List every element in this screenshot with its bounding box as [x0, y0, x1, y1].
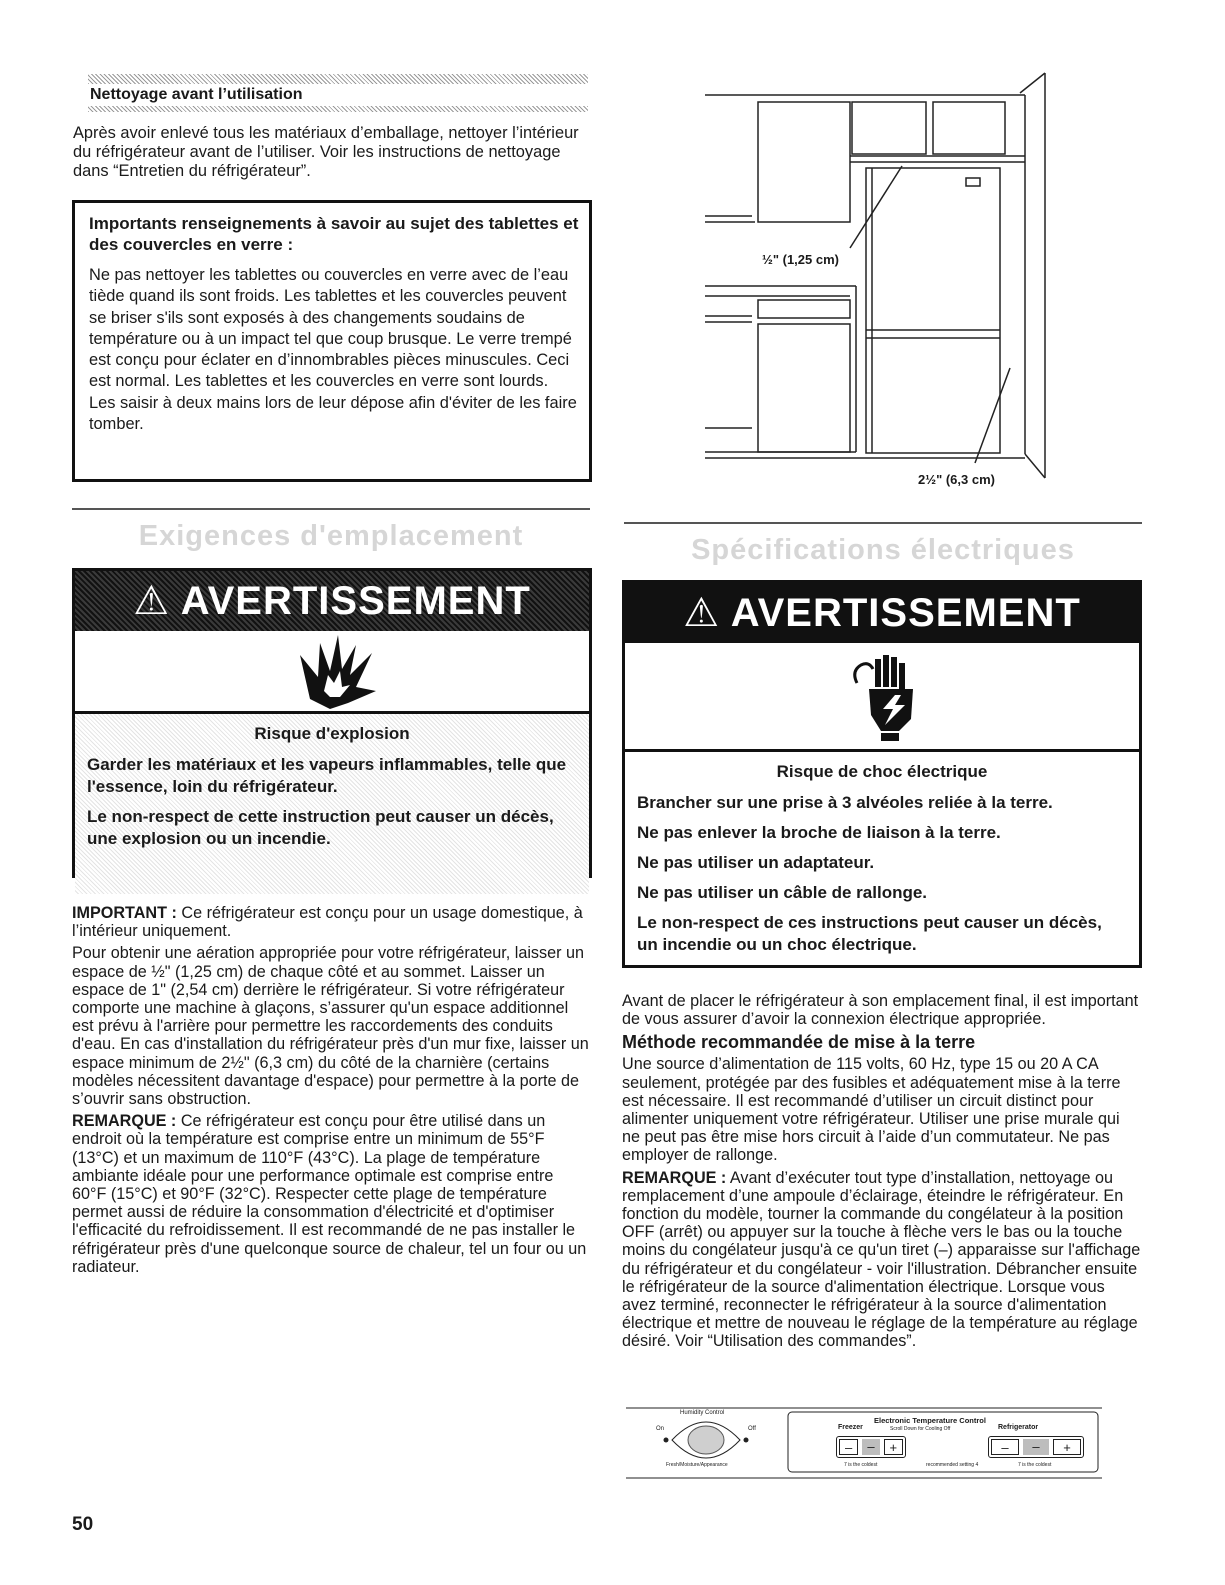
electrical-text-block: [622, 992, 1142, 1355]
scroll-hint: Scroll Down for Cooling Off: [890, 1426, 951, 1432]
explosion-icon-area: [75, 631, 589, 714]
remarque-paragraph: [72, 1112, 590, 1276]
explosion-icon: [290, 631, 380, 709]
remarque-label: REMARQUE :: [72, 1112, 177, 1131]
important-paragraph: [72, 904, 590, 940]
cleaning-title: Nettoyage avant l’utilisation: [90, 86, 303, 103]
explosion-warning-line: Garder les matériaux et les vapeurs inflammables, telle que l'essence, loin du réfrigérateur.: [87, 755, 567, 796]
warning-triangle-icon: ⚠: [133, 579, 171, 623]
warning-header: [75, 571, 589, 631]
grounding-method-text: Une source d’alimentation de 115 volts, 60 Hz, type 15 ou 20 A CA seulement, protégée par des fusibles et adéquatement mise à la terre est nécessaire. Il est recommandé d’utiliser un circuit distinct pour alimenter uniquement votre réfrigérateur. Utiliser une prise murale qui ne peut pas être mise hors circuit à l’aide d’un commutateur. Ne pas employer de rallonge.: [622, 1055, 1121, 1165]
refrigerator-plus-button[interactable]: +: [1053, 1439, 1081, 1455]
freezer-label: Freezer: [838, 1424, 863, 1431]
electric-shock-icon: [851, 653, 921, 745]
warning-header-text: AVERTISSEMENT: [180, 579, 531, 623]
electric-warning-body: [625, 752, 1139, 974]
electric-warning-line: Le non-respect de ces instructions peut causer un décès, un incendie ou un choc électrique.: [637, 913, 1102, 954]
control-panel-illustration: [626, 1404, 1102, 1484]
shock-risk-title: Risque de choc électrique: [776, 762, 988, 781]
freezer-control: [836, 1436, 906, 1458]
warning-header: [625, 583, 1139, 643]
ventilation-paragraph: Pour obtenir une aération appropriée pour votre réfrigérateur, laisser un espace de ½" (1,25 cm) de chaque côté et au sommet. Laisser un espace de 1" (2,54 cm) derrière le réfrigérateur. Si votre réfrigérateur comporte une machine à glaçons, s’assurer qu'un espace additionnel est prévu à l'arrière pour permettre les raccordements des conduits d'eau. En cas d'installation du réfrigérateur près d'un mur fixe, laisser un espace minimum de 2½" (6,3 cm) du côté de la charnière (certains modèles nécessitent davantage d'espace) pour permettre à la porte de s’ouvrir sans obstruction.: [72, 944, 589, 1109]
cleaning-text: Après avoir enlevé tous les matériaux d’emballage, nettoyer l’intérieur du réfrigérateur avant de l’utiliser. Voir les instructions de nettoyage dans “Entretien du réfrigérateur”.: [73, 124, 579, 180]
humidity-label: Humidity Control: [680, 1410, 725, 1416]
location-text-block: [72, 904, 590, 1280]
electrical-remarque: [622, 1169, 1142, 1351]
header-hatch-bar: [88, 74, 588, 84]
electrical-section-title: Spécifications électriques: [691, 534, 1075, 566]
warning-triangle-icon: ⚠: [683, 591, 721, 635]
remarque-text: Ce réfrigérateur est conçu pour être utilisé dans un endroit où la température est comprise entre un minimum de 55°F (13°C) et un maximum de 110°F (43°C). La plage de température ambiante idéale pour une performance optimale est comprise entre 60°F (15°C) et 90°F (32°C). Respecter cette plage de température permet aussi de réduire la consommation d'électricité et d'optimiser l'efficacité du refroidissement. Il est recommandé de ne pas installer le réfrigérateur près d'une quelconque source de chaleur, tel un four ou un radiateur.: [72, 1112, 587, 1276]
freezer-display: –: [862, 1439, 879, 1455]
header-hatch-bar-bottom: [88, 106, 588, 112]
refrigerator-minus-button[interactable]: –: [991, 1439, 1019, 1455]
explosion-warning-line: Le non-respect de cette instruction peut causer un décès, une explosion ou un incendie.: [87, 807, 554, 848]
freezer-plus-button[interactable]: +: [884, 1439, 903, 1455]
explosion-risk-title: Risque d'explosion: [254, 724, 410, 743]
grounding-method-title: Méthode recommandée de mise à la terre: [622, 1032, 976, 1053]
section-divider-right: [624, 522, 1142, 524]
clearance-label-bottom: 2½" (6,3 cm): [918, 472, 995, 487]
electric-warning-line: Brancher sur une prise à 3 alvéoles reliée à la terre.: [637, 793, 1053, 812]
electrical-intro: Avant de placer le réfrigérateur à son emplacement final, il est important de vous assurer d’avoir la connexion électrique appropriée.: [622, 992, 1139, 1029]
remarque-text: Avant d’exécuter tout type d’installation, nettoyage ou remplacement d’une ampoule d’éclairage, éteindre le réfrigérateur. En fonction du modèle, tourner la commande du congélateur à la position OFF (arrêt) ou appuyer sur la touche à flèche vers le bas ou la touche moins du congélateur jusqu'à ce qu'un tiret (–) apparaisse sur l'affichage du réfrigérateur et du congélateur - voir l'illustration. Débrancher ensuite le réfrigérateur de la source d'alimentation électrique. Lorsque vous avez terminé, reconnecter le réfrigérateur à la source d'alimentation électrique et mettre de nouveau le réglage de la température au réglage désiré. Voir “Utilisation des commandes”.: [622, 1168, 1141, 1351]
recommended-note: recommended setting 4: [926, 1462, 979, 1468]
electric-warning-box: [622, 580, 1142, 968]
important-text: Ce réfrigérateur est conçu pour un usage domestique, à l’intérieur uniquement.: [72, 904, 583, 941]
humidity-sub-label: Fresh/Moisture/Appearance: [666, 1462, 728, 1468]
explosion-warning-body: [75, 714, 589, 894]
clearance-label-top: ½" (1,25 cm): [762, 252, 839, 267]
refrigerator-control: [988, 1436, 1084, 1458]
refrigerator-label: Refrigerator: [998, 1424, 1039, 1431]
important-label: IMPORTANT :: [72, 904, 177, 922]
installation-clearance-diagram: [690, 68, 1060, 498]
coldest-left-note: 7 is the coldest: [844, 1462, 878, 1468]
refrigerator-display: –: [1023, 1439, 1049, 1455]
coldest-right-note: 7 is the coldest: [1018, 1462, 1052, 1468]
humidity-off-label: Off: [748, 1426, 756, 1432]
freezer-minus-button[interactable]: –: [839, 1439, 858, 1455]
warning-header-text: AVERTISSEMENT: [730, 591, 1081, 635]
page-number: 50: [72, 1514, 94, 1535]
glass-info-box: [72, 200, 592, 482]
remarque-label: REMARQUE :: [622, 1168, 727, 1187]
humidity-on-label: On: [656, 1426, 665, 1432]
section-divider-left: [72, 508, 590, 510]
explosion-warning-box: [72, 568, 592, 878]
electric-warning-line: Ne pas utiliser un adaptateur.: [637, 853, 875, 872]
etc-title: Electronic Temperature Control: [874, 1416, 986, 1425]
glass-info-title: Importants renseignements à savoir au sujet des tablettes et des couvercles en verre :: [89, 214, 579, 254]
electric-warning-line: Ne pas utiliser un câble de rallonge.: [637, 883, 928, 902]
glass-info-text: Ne pas nettoyer les tablettes ou couvercles en verre avec de l’eau tiède quand ils sont froids. Les tablettes et les couvercles peuvent se briser s'ils sont exposés à des changements soudains de température ou à un impact tel que coup brusque. Le verre trempé est conçu pour éclater en d’innombrables pièces minuscules. Ceci est normal. Les tablettes et les couvercles en verre sont lourds. Les saisir à deux mains lors de leur dépose afin d'éviter de les faire tomber.: [89, 266, 577, 434]
location-section-title: Exigences d'emplacement: [138, 520, 524, 552]
shock-icon-area: [625, 643, 1139, 752]
electric-warning-line: Ne pas enlever la broche de liaison à la terre.: [637, 823, 1001, 842]
